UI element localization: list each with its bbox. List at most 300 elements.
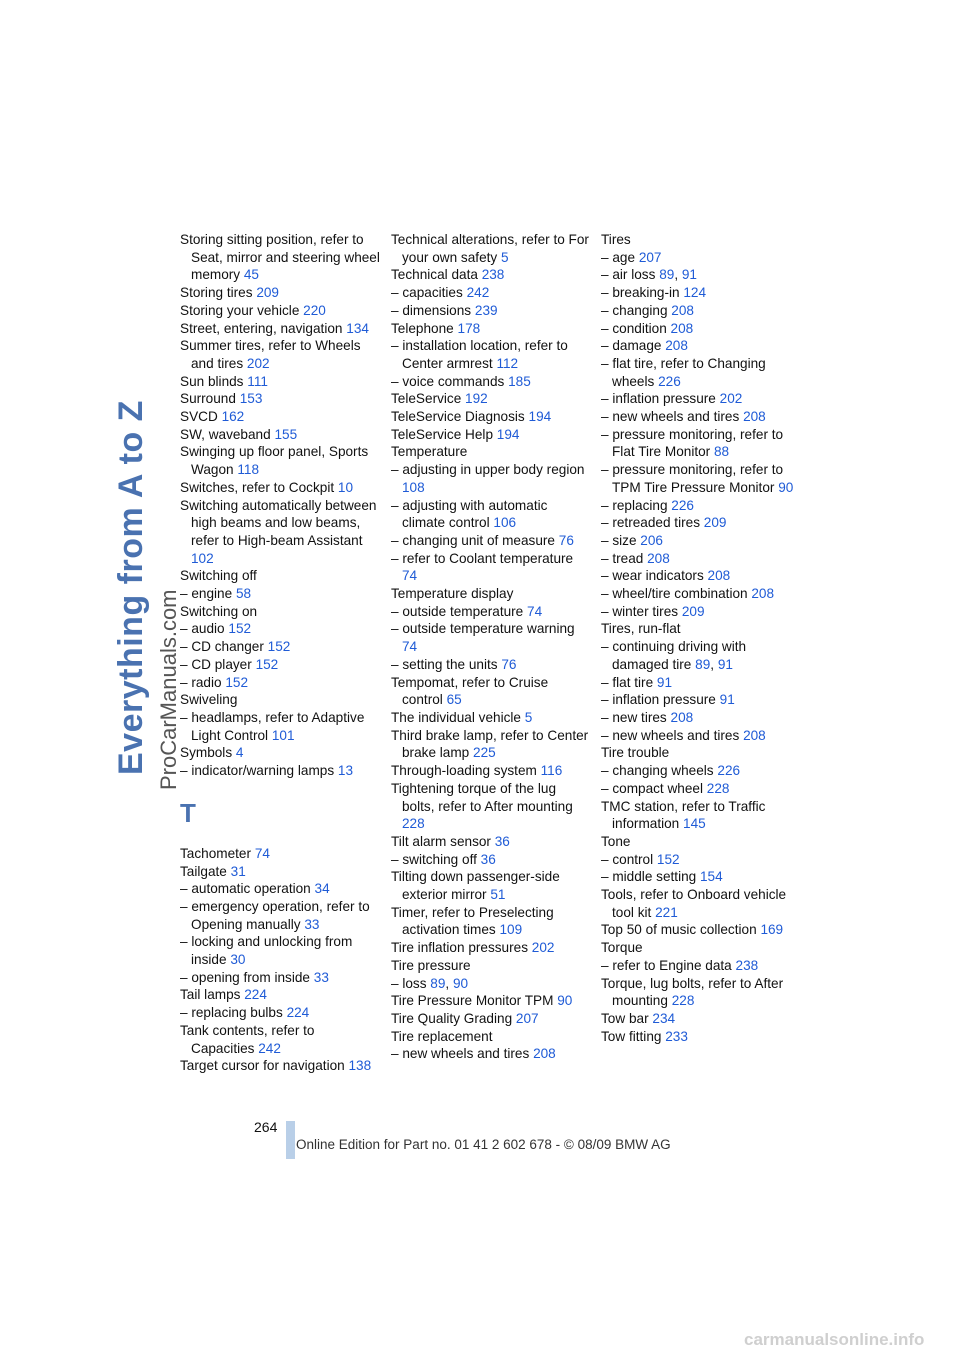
entry-text: Target cursor for navigation bbox=[180, 1058, 345, 1074]
page-reference-link[interactable]: 208 bbox=[671, 302, 694, 318]
entry-text: Tilting down passenger-side exterior mirror bbox=[391, 869, 560, 903]
entry-text: Temperature display bbox=[391, 586, 514, 602]
page-reference-link[interactable]: 74 bbox=[527, 603, 543, 619]
entry-text: – age bbox=[601, 249, 636, 265]
entry-text: – changing wheels bbox=[601, 763, 714, 779]
index-entry bbox=[601, 337, 796, 355]
index-entry bbox=[180, 390, 380, 408]
index-entry bbox=[391, 320, 591, 338]
index-entry bbox=[391, 620, 591, 655]
entry-text: – adjusting with automatic climate control bbox=[391, 497, 548, 531]
index-column-3 bbox=[601, 231, 796, 1045]
index-entry bbox=[601, 497, 796, 515]
entry-text: Tow fitting bbox=[601, 1028, 662, 1044]
page-reference-link[interactable]: 208 bbox=[743, 409, 766, 425]
index-entry bbox=[391, 656, 591, 674]
index-entry bbox=[180, 337, 380, 372]
page-reference-link[interactable]: 209 bbox=[256, 285, 279, 301]
entry-text: Symbols bbox=[180, 745, 233, 761]
entry-text: Tools, refer to Onboard vehicle tool kit bbox=[601, 887, 787, 920]
entry-text: Storing sitting position, refer to Seat, mirror and steering wheel memory bbox=[180, 232, 380, 283]
page-reference-link[interactable]: 13 bbox=[337, 763, 354, 779]
index-entry bbox=[180, 863, 380, 881]
entry-text: – outside temperature bbox=[391, 603, 524, 619]
index-entry bbox=[180, 585, 380, 603]
page-reference-link[interactable]: 192 bbox=[465, 391, 488, 407]
page-reference-link[interactable]: 238 bbox=[481, 267, 505, 283]
index-entry bbox=[601, 1028, 796, 1046]
page-reference-link[interactable]: 10 bbox=[337, 479, 354, 495]
entry-text: Torque bbox=[601, 940, 643, 956]
entry-text: Third brake lamp, refer to Center brake lamp bbox=[391, 727, 589, 761]
page-reference-link[interactable]: 152 bbox=[225, 674, 249, 690]
entry-text: Top 50 of music collection bbox=[601, 922, 757, 938]
page-reference-link[interactable]: 208 bbox=[533, 1046, 556, 1062]
entry-text: Storing tires bbox=[180, 285, 253, 301]
index-entry bbox=[391, 337, 591, 372]
page-reference-link[interactable]: 152 bbox=[267, 639, 291, 655]
page-reference-link[interactable]: 33 bbox=[313, 969, 329, 985]
entry-text: Tire replacement bbox=[391, 1028, 493, 1044]
page-reference-link[interactable]: 34 bbox=[314, 881, 330, 897]
entry-text: Tire Quality Grading bbox=[391, 1010, 513, 1026]
index-entry bbox=[601, 355, 796, 390]
index-entry: – continuing driving with damaged tire 89, 91 bbox=[601, 639, 747, 672]
index-entry bbox=[180, 284, 380, 302]
index-entry bbox=[180, 674, 380, 692]
index-column-1 bbox=[180, 231, 380, 1075]
page-reference-link[interactable]: 89 bbox=[695, 656, 711, 672]
entry-text: Sun blinds bbox=[180, 373, 244, 389]
entry-text: – replacing bulbs bbox=[180, 1005, 283, 1021]
page-reference-link[interactable]: 208 bbox=[751, 586, 775, 602]
index-entry bbox=[601, 939, 796, 957]
index-entry bbox=[391, 532, 591, 550]
index-entry bbox=[601, 461, 796, 496]
page-reference-link[interactable]: 209 bbox=[681, 603, 705, 619]
page-reference-link[interactable]: 208 bbox=[670, 709, 694, 725]
page-reference-link[interactable]: 234 bbox=[652, 1010, 676, 1026]
entry-text: Tires bbox=[601, 232, 631, 247]
page-reference-link[interactable]: 111 bbox=[247, 373, 268, 389]
page-reference-link[interactable]: 155 bbox=[274, 426, 298, 442]
page-reference-link[interactable]: 76 bbox=[558, 532, 574, 548]
page-reference-link[interactable]: 208 bbox=[670, 320, 694, 336]
entry-text: Swinging up floor panel, Sports Wagon bbox=[180, 444, 369, 478]
index-entry bbox=[180, 320, 380, 338]
entry-text: – audio bbox=[180, 621, 225, 637]
entry-text: Switches, refer to Cockpit bbox=[180, 479, 335, 495]
page-reference-link[interactable]: 224 bbox=[244, 987, 267, 1003]
page-reference-link[interactable]: 228 bbox=[671, 993, 695, 1009]
page-reference-link[interactable]: 152 bbox=[228, 621, 252, 637]
index-entry bbox=[601, 390, 796, 408]
page-reference-link[interactable]: 209 bbox=[703, 515, 727, 531]
page-reference-link[interactable]: 178 bbox=[457, 320, 481, 336]
page-reference-link[interactable]: 31 bbox=[230, 863, 246, 879]
page-reference-link[interactable]: 90 bbox=[557, 993, 573, 1009]
entry-text: – dimensions bbox=[391, 302, 472, 318]
entry-text: – condition bbox=[601, 320, 667, 336]
page-reference-link[interactable]: 91 bbox=[681, 267, 697, 283]
index-entry bbox=[180, 986, 380, 1004]
entry-text: – air loss bbox=[601, 267, 656, 283]
entry-text: Tilt alarm sensor bbox=[391, 833, 491, 849]
entry-text: – engine bbox=[180, 586, 233, 602]
entry-text: – tread bbox=[601, 550, 644, 566]
index-entry bbox=[180, 880, 380, 898]
entry-text: – replacing bbox=[601, 497, 668, 513]
index-entry bbox=[391, 231, 591, 266]
page-reference-link[interactable]: 169 bbox=[760, 922, 784, 938]
page-reference-link[interactable]: 208 bbox=[743, 727, 766, 743]
index-entry bbox=[601, 567, 796, 585]
index-entry bbox=[391, 603, 591, 621]
entry-text: – wheel/tire combination bbox=[601, 586, 748, 602]
index-entry bbox=[601, 532, 796, 550]
entry-text: – setting the units bbox=[391, 656, 498, 672]
entry-text: – emergency operation, refer to Opening manually bbox=[180, 898, 370, 932]
index-entry bbox=[180, 744, 380, 762]
entry-text: – changing unit of measure bbox=[391, 532, 555, 548]
index-entry bbox=[391, 904, 591, 939]
page-reference-link[interactable]: 106 bbox=[493, 515, 517, 531]
index-entry bbox=[180, 567, 380, 585]
page-reference-link[interactable]: 228 bbox=[402, 816, 425, 832]
index-entry bbox=[391, 1010, 591, 1028]
entry-text: Switching on bbox=[180, 603, 258, 619]
entry-text: Switching off bbox=[180, 568, 257, 584]
index-entry bbox=[180, 373, 380, 391]
entry-text: Tailgate bbox=[180, 863, 227, 879]
sidebar bbox=[0, 0, 181, 1358]
index-entry bbox=[180, 709, 380, 744]
entry-text: Storing your vehicle bbox=[180, 302, 300, 318]
page-reference-link[interactable]: 162 bbox=[221, 409, 245, 425]
entry-text: – locking and unlocking from inside bbox=[180, 934, 353, 968]
entry-text: – CD changer bbox=[180, 639, 264, 655]
entry-text: – adjusting in upper body region bbox=[391, 462, 585, 478]
index-entry bbox=[391, 302, 591, 320]
index-column-2 bbox=[391, 231, 591, 1063]
index-entry bbox=[180, 933, 380, 968]
index-entry: – loss 89, 90 bbox=[391, 975, 469, 991]
page-reference-link[interactable]: 109 bbox=[499, 922, 523, 938]
entry-text: Tightening torque of the lug bolts, refer to After mounting bbox=[391, 780, 573, 814]
entry-text: TMC station, refer to Traffic information bbox=[601, 798, 766, 832]
index-entry bbox=[180, 898, 380, 933]
entry-text: – pressure monitoring, refer to Flat Tire Monitor bbox=[601, 426, 784, 460]
entry-text: – changing bbox=[601, 302, 668, 318]
page-reference-link[interactable]: 91 bbox=[656, 674, 673, 690]
entry-text: – CD player bbox=[180, 656, 252, 672]
index-entry bbox=[601, 780, 796, 798]
entry-text: – breaking-in bbox=[601, 285, 680, 301]
entry-text: – loss bbox=[391, 975, 427, 991]
page-reference-link[interactable]: 65 bbox=[446, 692, 462, 708]
index-entry bbox=[391, 674, 591, 709]
source-site: ProCarManuals.com bbox=[156, 589, 181, 790]
index-entry bbox=[601, 302, 796, 320]
entry-text: Torque, lug bolts, refer to After mounting bbox=[601, 975, 784, 1009]
page-reference-link[interactable]: 101 bbox=[271, 727, 295, 743]
entry-text: Tank contents, refer to Capacities bbox=[180, 1022, 315, 1056]
index-entry bbox=[180, 302, 380, 320]
entry-text: – switching off bbox=[391, 851, 477, 867]
entry-text: Tow bar bbox=[601, 1010, 649, 1026]
entry-text: – wear indicators bbox=[601, 568, 704, 584]
entry-text: TeleService Help bbox=[391, 426, 493, 442]
index-entry bbox=[601, 620, 796, 638]
entry-text: Tire inflation pressures bbox=[391, 940, 528, 956]
entry-text: Telephone bbox=[391, 320, 454, 336]
page-reference-link[interactable]: 233 bbox=[665, 1028, 688, 1044]
page-reference-link[interactable]: 207 bbox=[638, 249, 662, 265]
index-entry bbox=[601, 762, 796, 780]
index-entry bbox=[391, 1045, 591, 1063]
index-entry bbox=[391, 780, 591, 833]
page-reference-link[interactable]: 36 bbox=[480, 851, 496, 867]
entry-text: SW, waveband bbox=[180, 426, 271, 442]
index-entry bbox=[391, 939, 591, 957]
index-entry bbox=[180, 1057, 380, 1075]
page-reference-link[interactable]: 238 bbox=[735, 957, 759, 973]
page-reference-link[interactable]: 226 bbox=[717, 763, 741, 779]
index-entry bbox=[601, 284, 796, 302]
footer-accent-bar bbox=[286, 1121, 295, 1159]
entry-text: Switching automatically between high beams and low beams, refer to High-beam Assistant bbox=[180, 497, 377, 548]
entry-text: – new wheels and tires bbox=[601, 727, 740, 743]
page-reference-link[interactable]: 202 bbox=[246, 355, 270, 371]
page-reference-link[interactable]: 242 bbox=[466, 285, 490, 301]
index-entry bbox=[601, 957, 796, 975]
entry-text: – indicator/warning lamps bbox=[180, 763, 335, 779]
page-reference-link[interactable]: 108 bbox=[402, 479, 425, 495]
page-reference-link[interactable]: 208 bbox=[665, 338, 688, 354]
index-entry bbox=[391, 443, 591, 461]
index-entry bbox=[601, 727, 796, 745]
page-reference-link[interactable]: 33 bbox=[304, 916, 320, 932]
index-entry bbox=[391, 373, 591, 391]
entry-text: Technical alterations, refer to For your own safety bbox=[391, 232, 589, 265]
index-entry bbox=[601, 798, 796, 833]
page-reference-link[interactable]: 5 bbox=[500, 249, 509, 265]
page-reference-link[interactable]: 36 bbox=[494, 833, 510, 849]
page-reference-link[interactable]: 112 bbox=[496, 355, 519, 371]
section-title: Everything from A to Z bbox=[112, 400, 150, 775]
index-entry bbox=[601, 320, 796, 338]
page-reference-link[interactable]: 91 bbox=[717, 656, 733, 672]
page-reference-link[interactable]: 154 bbox=[700, 869, 723, 885]
index-entry bbox=[180, 408, 380, 426]
entry-text: – capacities bbox=[391, 285, 463, 301]
index-entry bbox=[180, 603, 380, 621]
entry-text: – refer to Coolant temperature bbox=[391, 550, 574, 566]
page-reference-link[interactable]: 124 bbox=[683, 285, 707, 301]
page-reference-link[interactable]: 225 bbox=[473, 745, 496, 761]
index-entry bbox=[180, 1022, 380, 1057]
page-reference-link[interactable]: 145 bbox=[683, 816, 706, 832]
page-reference-link[interactable]: 88 bbox=[713, 444, 730, 460]
index-entry bbox=[391, 426, 591, 444]
page-reference-link[interactable]: 74 bbox=[254, 845, 270, 861]
page-reference-link[interactable]: 76 bbox=[501, 656, 517, 672]
page-reference-link[interactable]: 202 bbox=[531, 940, 555, 956]
index-entry bbox=[601, 709, 796, 727]
index-entry bbox=[180, 1004, 380, 1022]
entry-text: – installation location, refer to Center armrest bbox=[391, 338, 568, 371]
page-reference-link[interactable]: 89 bbox=[430, 975, 446, 991]
page-reference-link[interactable]: 208 bbox=[707, 568, 731, 584]
index-entry bbox=[391, 868, 591, 903]
page-reference-link[interactable]: 45 bbox=[243, 267, 259, 283]
entry-text: Surround bbox=[180, 391, 236, 407]
entry-text: TeleService bbox=[391, 391, 462, 407]
index-entry bbox=[601, 833, 796, 851]
page-reference-link[interactable]: 4 bbox=[235, 745, 244, 761]
page-reference-link[interactable]: 228 bbox=[706, 780, 730, 796]
page-reference-link[interactable]: 5 bbox=[524, 709, 533, 725]
index-entry bbox=[180, 231, 380, 284]
entry-text: – radio bbox=[180, 674, 222, 690]
index-entry bbox=[391, 833, 591, 851]
index-entry bbox=[391, 585, 591, 603]
entry-text: Temperature bbox=[391, 444, 468, 460]
index-entry bbox=[601, 851, 796, 869]
entry-text: – new wheels and tires bbox=[391, 1046, 530, 1062]
page-reference-link[interactable]: 89 bbox=[659, 267, 675, 283]
entry-text: The individual vehicle bbox=[391, 709, 521, 725]
index-entry bbox=[601, 691, 796, 709]
index-entry bbox=[180, 638, 380, 656]
entry-text: Tail lamps bbox=[180, 987, 241, 1003]
entry-text: – automatic operation bbox=[180, 881, 311, 897]
index-entry bbox=[391, 727, 591, 762]
entry-text: – flat tire bbox=[601, 674, 654, 690]
index-entry bbox=[391, 284, 591, 302]
page-reference-link[interactable]: 202 bbox=[719, 391, 743, 407]
page-reference-link[interactable]: 226 bbox=[671, 497, 694, 513]
index-entry bbox=[391, 550, 591, 585]
index-entry bbox=[601, 585, 796, 603]
entry-text: – flat tire, refer to Changing wheels bbox=[601, 355, 766, 389]
index-entry bbox=[180, 762, 380, 780]
page-reference-link[interactable]: 102 bbox=[191, 550, 214, 566]
index-entry bbox=[391, 851, 591, 869]
page-reference-link[interactable]: 30 bbox=[230, 952, 246, 968]
index-entry bbox=[391, 461, 591, 496]
page-reference-link[interactable]: 208 bbox=[647, 550, 670, 566]
entry-text: – voice commands bbox=[391, 373, 505, 389]
page-reference-link[interactable]: 226 bbox=[658, 373, 681, 389]
index-entry bbox=[601, 975, 796, 1010]
entry-text: Street, entering, navigation bbox=[180, 320, 343, 336]
index-entry bbox=[391, 390, 591, 408]
footer-text: Online Edition for Part no. 01 41 2 602 678 - © 08/09 BMW AG bbox=[296, 1137, 671, 1152]
page-reference-link[interactable]: 194 bbox=[528, 409, 552, 425]
index-entry bbox=[391, 408, 591, 426]
page-reference-link[interactable]: 74 bbox=[402, 568, 418, 584]
entry-text: – headlamps, refer to Adaptive Light Control bbox=[180, 709, 365, 743]
index-entry bbox=[601, 231, 796, 249]
page-reference-link[interactable]: 224 bbox=[286, 1005, 310, 1021]
entry-text: – damage bbox=[601, 338, 662, 354]
page-reference-link[interactable]: 152 bbox=[255, 656, 279, 672]
page-reference-link[interactable]: 138 bbox=[348, 1058, 372, 1074]
entry-text: Tire pressure bbox=[391, 957, 471, 973]
index-entry bbox=[601, 744, 796, 762]
page-reference-link[interactable]: 51 bbox=[490, 887, 506, 903]
page-reference-link[interactable]: 153 bbox=[239, 391, 263, 407]
index-entry bbox=[601, 603, 796, 621]
index-entry bbox=[391, 709, 591, 727]
entry-text: TeleService Diagnosis bbox=[391, 409, 525, 425]
index-entry bbox=[391, 762, 591, 780]
index-entry bbox=[601, 426, 796, 461]
entry-text: Tire trouble bbox=[601, 745, 670, 761]
index-entry bbox=[391, 992, 591, 1010]
index-entry bbox=[180, 426, 380, 444]
page-reference-link[interactable]: 118 bbox=[237, 462, 260, 478]
index-entry bbox=[180, 443, 380, 478]
index-entry: – air loss 89, 91 bbox=[601, 267, 697, 283]
index-entry bbox=[601, 674, 796, 692]
page-reference-link[interactable]: 58 bbox=[235, 586, 252, 602]
entry-text: – inflation pressure bbox=[601, 391, 716, 407]
page-reference-link[interactable]: 152 bbox=[656, 851, 680, 867]
index-entry bbox=[180, 969, 380, 987]
index-entry bbox=[180, 845, 380, 863]
page-reference-link[interactable]: 90 bbox=[778, 479, 794, 495]
page-reference-link[interactable]: 194 bbox=[496, 426, 520, 442]
index-entry bbox=[601, 1010, 796, 1028]
entry-text: – middle setting bbox=[601, 869, 697, 885]
index-entry bbox=[601, 249, 796, 267]
page-reference-link[interactable]: 242 bbox=[258, 1040, 281, 1056]
entry-text: Tachometer bbox=[180, 845, 252, 861]
entry-text: Summer tires, refer to Wheels and tires bbox=[180, 338, 361, 371]
index-entry bbox=[180, 656, 380, 674]
entry-text: – inflation pressure bbox=[601, 692, 716, 708]
entry-text: Tire Pressure Monitor TPM bbox=[391, 993, 554, 1009]
page-reference-link[interactable]: 239 bbox=[474, 302, 498, 318]
index-entry bbox=[180, 497, 380, 568]
index-entry bbox=[601, 886, 796, 921]
page-reference-link[interactable]: 221 bbox=[655, 904, 678, 920]
page-reference-link[interactable]: 185 bbox=[508, 373, 531, 389]
page-reference-link[interactable]: 116 bbox=[540, 763, 563, 779]
entry-text: – new wheels and tires bbox=[601, 409, 740, 425]
index-entry bbox=[601, 921, 796, 939]
page-reference-link[interactable]: 207 bbox=[515, 1010, 539, 1026]
page-reference-link[interactable]: 134 bbox=[346, 320, 369, 336]
entry-text: – outside temperature warning bbox=[391, 621, 575, 637]
page-reference-link[interactable]: 91 bbox=[719, 692, 735, 708]
index-entry bbox=[391, 497, 591, 532]
page-reference-link[interactable]: 90 bbox=[452, 975, 469, 991]
index-entry bbox=[391, 957, 591, 975]
entry-text: – continuing driving with damaged tire bbox=[601, 639, 747, 672]
entry-text: Timer, refer to Preselecting activation times bbox=[391, 904, 554, 938]
page-reference-link[interactable]: 74 bbox=[402, 639, 418, 655]
page-reference-link[interactable]: 206 bbox=[640, 532, 663, 548]
index-entry bbox=[601, 408, 796, 426]
watermark: carmanualsonline.info bbox=[744, 1330, 925, 1349]
index-entry bbox=[601, 868, 796, 886]
page-reference-link[interactable]: 220 bbox=[303, 302, 326, 318]
entry-text: Tempomat, refer to Cruise control bbox=[391, 674, 549, 708]
entry-text: – retreaded tires bbox=[601, 515, 700, 531]
